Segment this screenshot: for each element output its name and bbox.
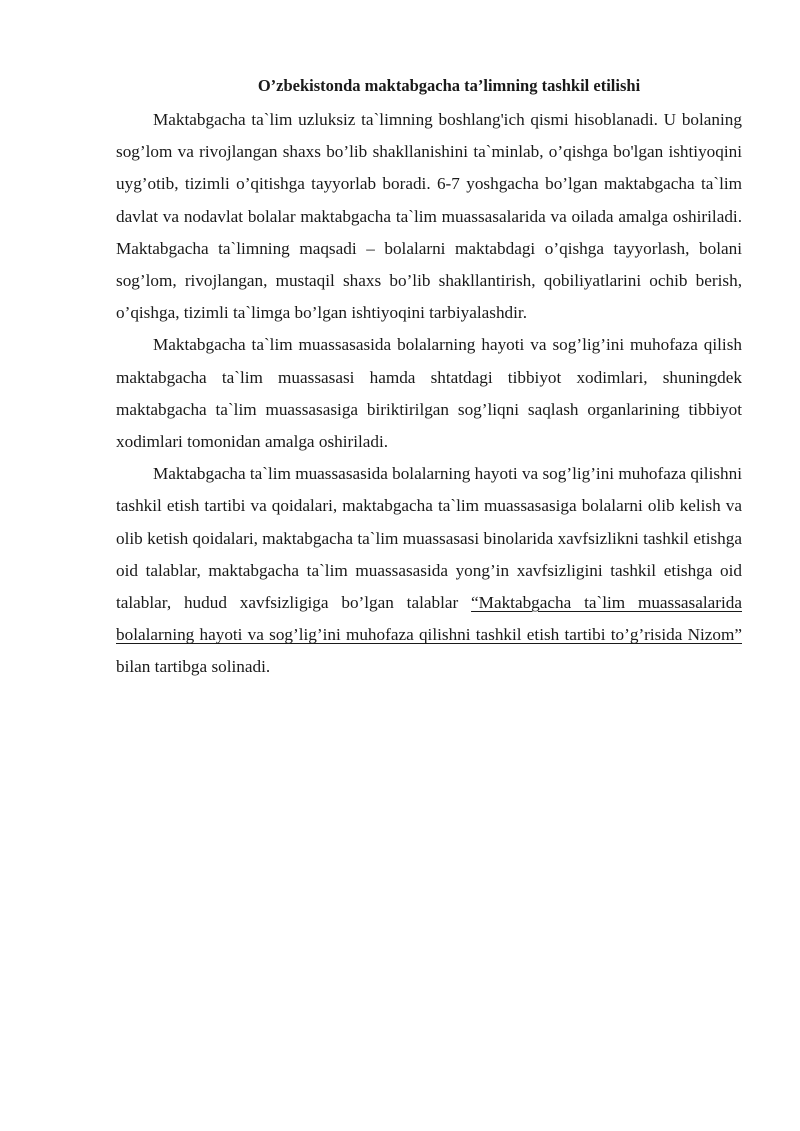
paragraph-3 xyxy=(116,458,742,683)
paragraph-3-text-before-link: Maktabgacha ta`lim muassasasida bolalarning hayoti va sog’lig’ini muhofaza qilishni tashkil etish tartibi va qoidalari, maktabgacha ta`lim muassasasiga bolalarni olib kelish va olib ketish qoidalari, maktabgacha ta`lim muassasasi binolarida xavfsizlikni tashkil etishga oid talablar, maktabgacha ta`lim muassasasida yong’in xavfsizligini tashkil etishga oid talablar, hudud xavfsizligiga bo’lgan talablar xyxy=(116,464,742,613)
paragraph-3-text-after-link: bilan tartibga solinadi. xyxy=(116,657,271,677)
document-body xyxy=(116,104,742,684)
paragraph-1: Maktabgacha ta`lim uzluksiz ta`limning boshlang'ich qismi hisoblanadi. U bolaning sog’lom va rivojlangan shaxs bo’lib shakllanishini ta`minlab, o’qishga bo'lgan ishtiyoqini uyg’otib, tizimli o’qitishga tayyorlab boradi. 6-7 yoshgacha bo’lgan maktabgacha ta`lim davlat va nodavlat bolalar maktabgacha ta`lim muassasalarida va oilada amalga oshiriladi. Maktabgacha ta`limning maqsadi – bolalarni maktabdagi o’qishga tayyorlash, bolani sog’lom, rivojlangan, mustaqil shaxs bo’lib shakllantirish, qobiliyatlarini ochib berish, o’qishga, tizimli ta`limga bo’lgan ishtiyoqini tarbiyalashdir. xyxy=(116,110,742,323)
paragraph-2: Maktabgacha ta`lim muassasasida bolalarning hayoti va sog’lig’ini muhofaza qilish maktabgacha ta`lim muassasasi hamda shtatdagi tibbiyot xodimlari, shuningdek maktabgacha ta`lim muassasasiga biriktirilgan sog’liqni saqlash organlarining tibbiyot xodimlari tomonidan amalga oshiriladi. xyxy=(116,335,742,452)
document-title: O’zbekistonda maktabgacha ta’limning tashkil etilishi xyxy=(257,76,641,95)
regulation-link[interactable]: “Maktabgacha ta`lim muassasalarida bolalarning hayoti va sog’lig’ini muhofaza qilishni tashkil etish tartibi to’g’risida Nizom” xyxy=(116,593,742,645)
